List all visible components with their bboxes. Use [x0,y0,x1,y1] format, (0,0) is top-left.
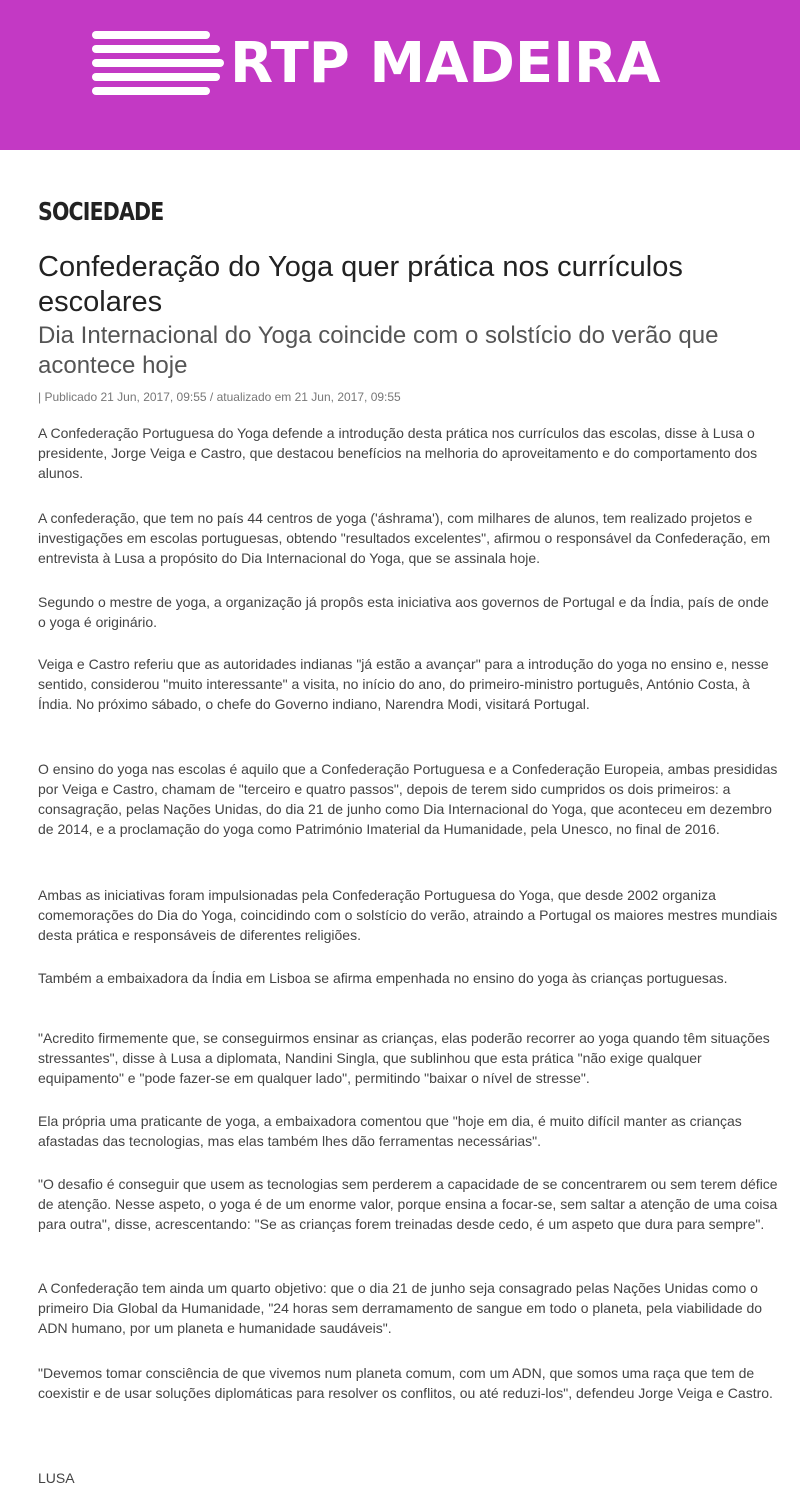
paragraph: Também a embaixadora da Índia em Lisboa se afirma empenhada no ensino do yoga às crianças portuguesas. [38,970,728,986]
article-source: LUSA [38,1470,75,1486]
paragraph: A confederação, que tem no país 44 centros de yoga ('áshrama'), com milhares de alunos, tem realizado projetos e investigações em escolas portuguesas, obtendo "resultados excelentes", afirmou o responsável da Confederação, em entrevista à Lusa a propósito do Dia Internacional do Yoga, que se assinala hoje. [38,510,771,566]
paragraph: Veiga e Castro referiu que as autoridades indianas "já estão a avançar" para a introdução do yoga no ensino e, nesse sentido, considerou "muito interessante" a visita, no início do ano, do primeiro-ministro português, António Costa, à Índia. No próximo sábado, o chefe do Governo indiano, Narendra Modi, visitará Portugal. [38,656,769,712]
article-subtitle: Dia Internacional do Yoga coincide com o solstício do verão que acontece hoje [38,322,719,379]
rtp-logo-icon[interactable] [92,31,222,97]
paragraph: A Confederação tem ainda um quarto objetivo: que o dia 21 de junho seja consagrado pelas Nações Unidas como o primeiro Dia Global da Humanidade, "24 horas sem derramamento de sangue em todo o planeta, pela viabilidade do ADN humano, por um planeta e humanidade saudáveis". [38,1280,763,1336]
paragraph: Segundo o mestre de yoga, a organização já propôs esta iniciativa aos governos de Portugal e da Índia, país de onde o yoga é originário. [38,594,769,630]
paragraph: "Devemos tomar consciência de que vivemos num planeta comum, com um ADN, que somos uma raça que tem de coexistir e de usar soluções diplomáticas para resolver os conflitos, ou até reduzi-los", defendeu Jorge Veiga e Castro. [38,1365,773,1401]
paragraph: O ensino do yoga nas escolas é aquilo que a Confederação Portuguesa e a Confederação Europeia, ambas presididas por Veiga e Castro, chamam de "terceiro e quatro passos", depois de terem sido cumpridos os dois primeiros: a consagração, pelas Nações Unidas, do dia 21 de junho como Dia Internacional do Yoga, que aconteceu em dezembro de 2014, e a proclamação do yoga como Património Imaterial da Humanidade, pela Unesco, no final de 2016. [38,761,778,837]
brand-name[interactable]: RTP MADEIRA [230,31,661,96]
paragraph: A Confederação Portuguesa do Yoga defende a introdução desta prática nos currículos das escolas, disse à Lusa o presidente, Jorge Veiga e Castro, que destacou benefícios na melhoria do aproveitamento e do comportamento dos alunos. [38,425,758,481]
paragraph: "O desafio é conseguir que usem as tecnologias sem perderem a capacidade de se concentrarem ou sem terem défice de atenção. Nesse aspeto, o yoga é de um enorme valor, porque ensina a focar-se, sem saltar a atenção de uma coisa para outra", disse, acrescentando: "Se as crianças forem treinadas desde cedo, é um aspeto que dura para sempre". [38,1176,778,1232]
site-header [0,0,800,150]
paragraph: Ela própria uma praticante de yoga, a embaixadora comentou que "hoje em dia, é muito difícil manter as crianças afastadas das tecnologias, mas elas também lhes dão ferramentas necessárias". [38,1113,742,1149]
section-label[interactable]: SOCIEDADE [38,197,164,226]
publication-date: | Publicado 21 Jun, 2017, 09:55 / atualizado em 21 Jun, 2017, 09:55 [38,390,401,404]
paragraph: "Acredito firmemente que, se conseguirmos ensinar as crianças, elas poderão recorrer ao yoga quando têm situações stressantes", disse à Lusa a diplomata, Nandini Singla, que sublinhou que esta prática "não exige qualquer equipamento" e "pode fazer-se em qualquer lado", permitindo "baixar o nível de stresse". [38,1030,770,1086]
article-title: Confederação do Yoga quer prática nos currículos escolares [38,251,683,318]
paragraph: Ambas as iniciativas foram impulsionadas pela Confederação Portuguesa do Yoga, que desde 2002 organiza comemorações do Dia do Yoga, coincidindo com o solstício do verão, atraindo a Portugal os maiores mestres mundiais desta prática e responsáveis de diferentes religiões. [38,887,778,943]
